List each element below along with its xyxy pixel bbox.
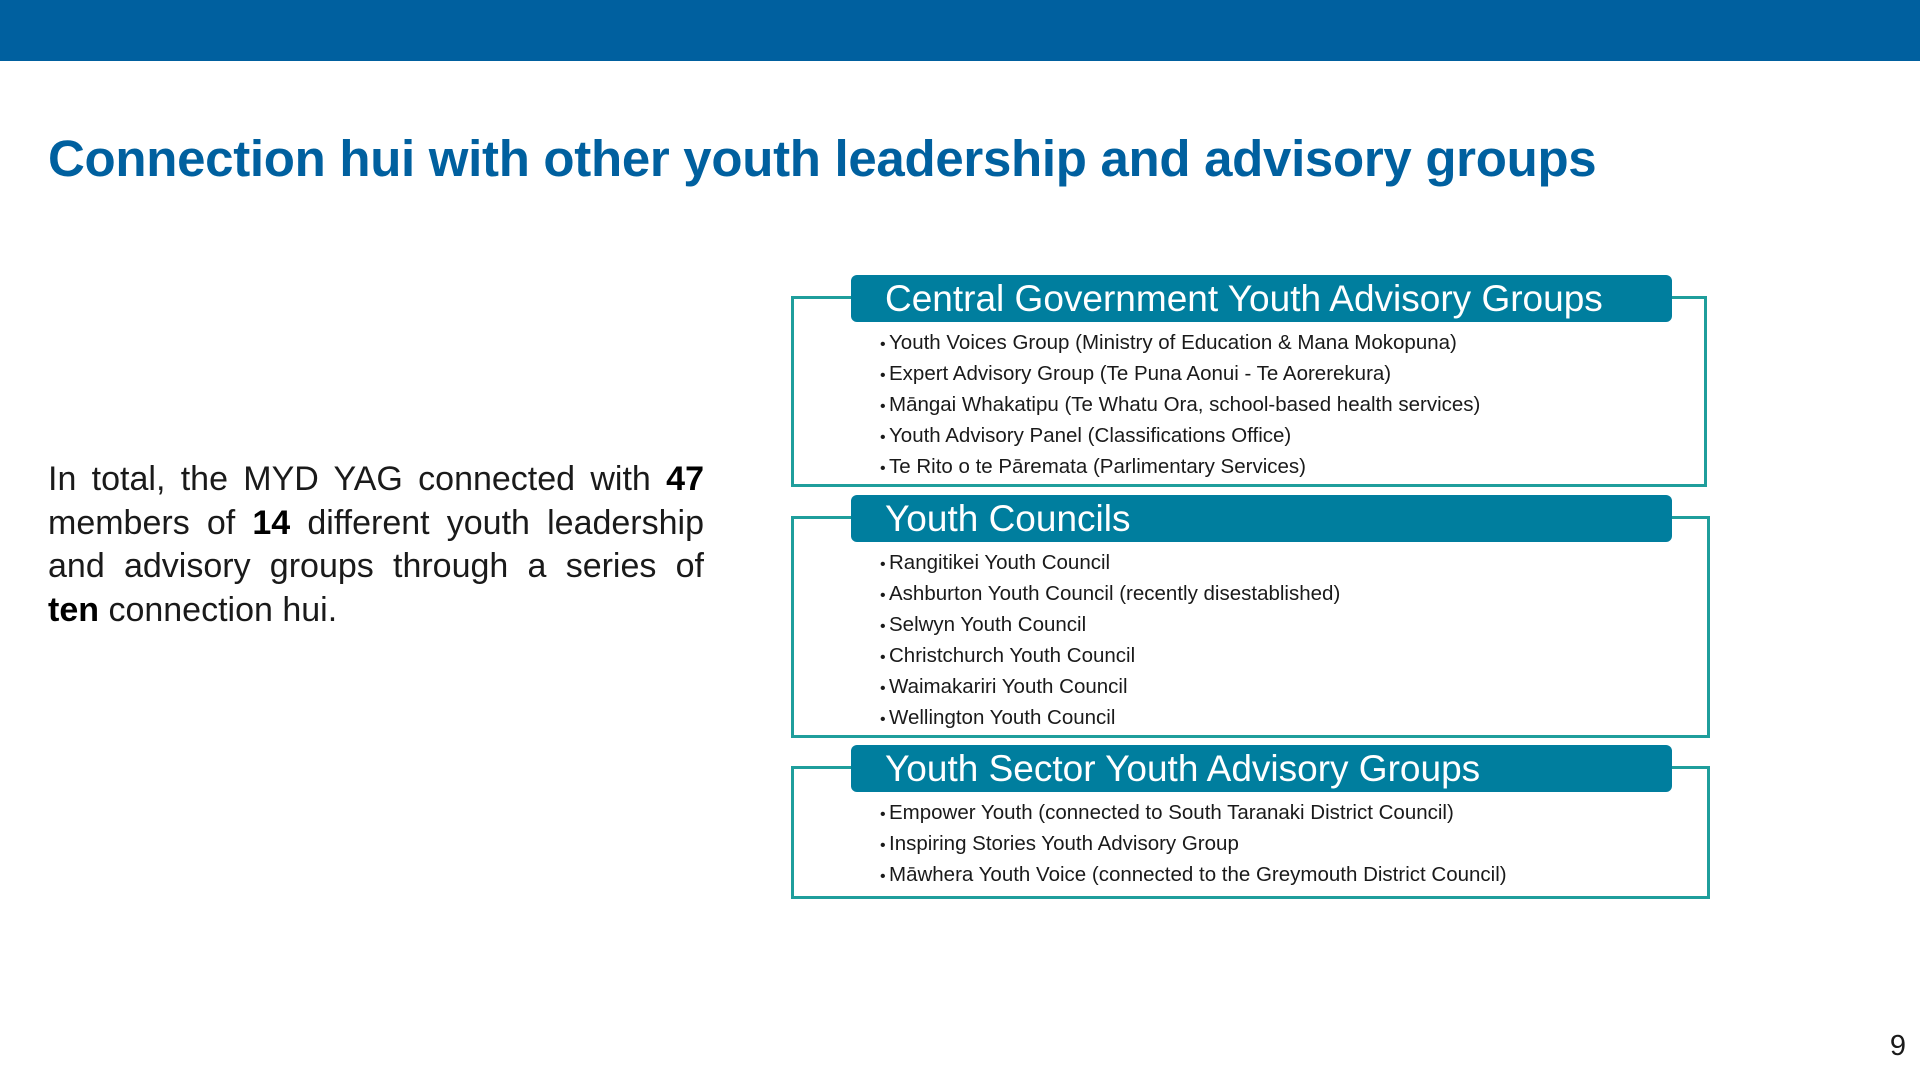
members-count: 47 — [666, 460, 704, 498]
list-item: • Expert Advisory Group (Te Puna Aonui - Te Aorerekura) — [880, 359, 1480, 390]
group-heading-label: Central Government Youth Advisory Groups — [885, 278, 1603, 319]
list-item: • Māngai Whakatipu (Te Whatu Ora, school-based health services) — [880, 390, 1480, 421]
group-heading-label: Youth Councils — [885, 498, 1131, 539]
list-item: • Inspiring Stories Youth Advisory Group — [880, 829, 1507, 860]
group-list-youth-councils — [880, 548, 1340, 734]
summary-text-part: In total, the MYD YAG connected with — [48, 460, 667, 498]
summary-text-part: different youth leadership and advisory groups through a series of — [48, 503, 704, 585]
summary-text — [48, 458, 704, 632]
list-item: • Rangitikei Youth Council — [880, 548, 1340, 579]
slide-title: Connection hui with other youth leadership and advisory groups — [48, 130, 1597, 187]
list-item: • Ashburton Youth Council (recently disestablished) — [880, 579, 1340, 610]
group-list-central-government — [880, 328, 1480, 483]
list-item: • Wellington Youth Council — [880, 703, 1340, 734]
group-list-youth-sector — [880, 798, 1507, 891]
list-item: • Youth Advisory Panel (Classifications Office) — [880, 421, 1480, 452]
hui-count: ten — [48, 590, 99, 629]
list-item: • Christchurch Youth Council — [880, 641, 1340, 672]
list-item: • Waimakariri Youth Council — [880, 672, 1340, 703]
list-item: • Empower Youth (connected to South Taranaki District Council) — [880, 798, 1507, 829]
summary-text-part: members of — [48, 503, 253, 542]
group-heading-youth-sector — [851, 745, 1672, 792]
list-item: • Māwhera Youth Voice (connected to the Greymouth District Council) — [880, 860, 1507, 891]
page-number: 9 — [1889, 1030, 1906, 1062]
group-heading-central-government — [851, 275, 1672, 322]
groups-count: 14 — [252, 503, 291, 542]
top-banner — [0, 0, 1920, 61]
list-item: • Selwyn Youth Council — [880, 610, 1340, 641]
list-item: • Te Rito o te Pāremata (Parlimentary Services) — [880, 452, 1480, 483]
summary-text-part: connection hui. — [99, 590, 338, 629]
list-item: • Youth Voices Group (Ministry of Education & Mana Mokopuna) — [880, 328, 1480, 359]
group-heading-label: Youth Sector Youth Advisory Groups — [885, 748, 1481, 789]
group-heading-youth-councils — [851, 495, 1672, 542]
